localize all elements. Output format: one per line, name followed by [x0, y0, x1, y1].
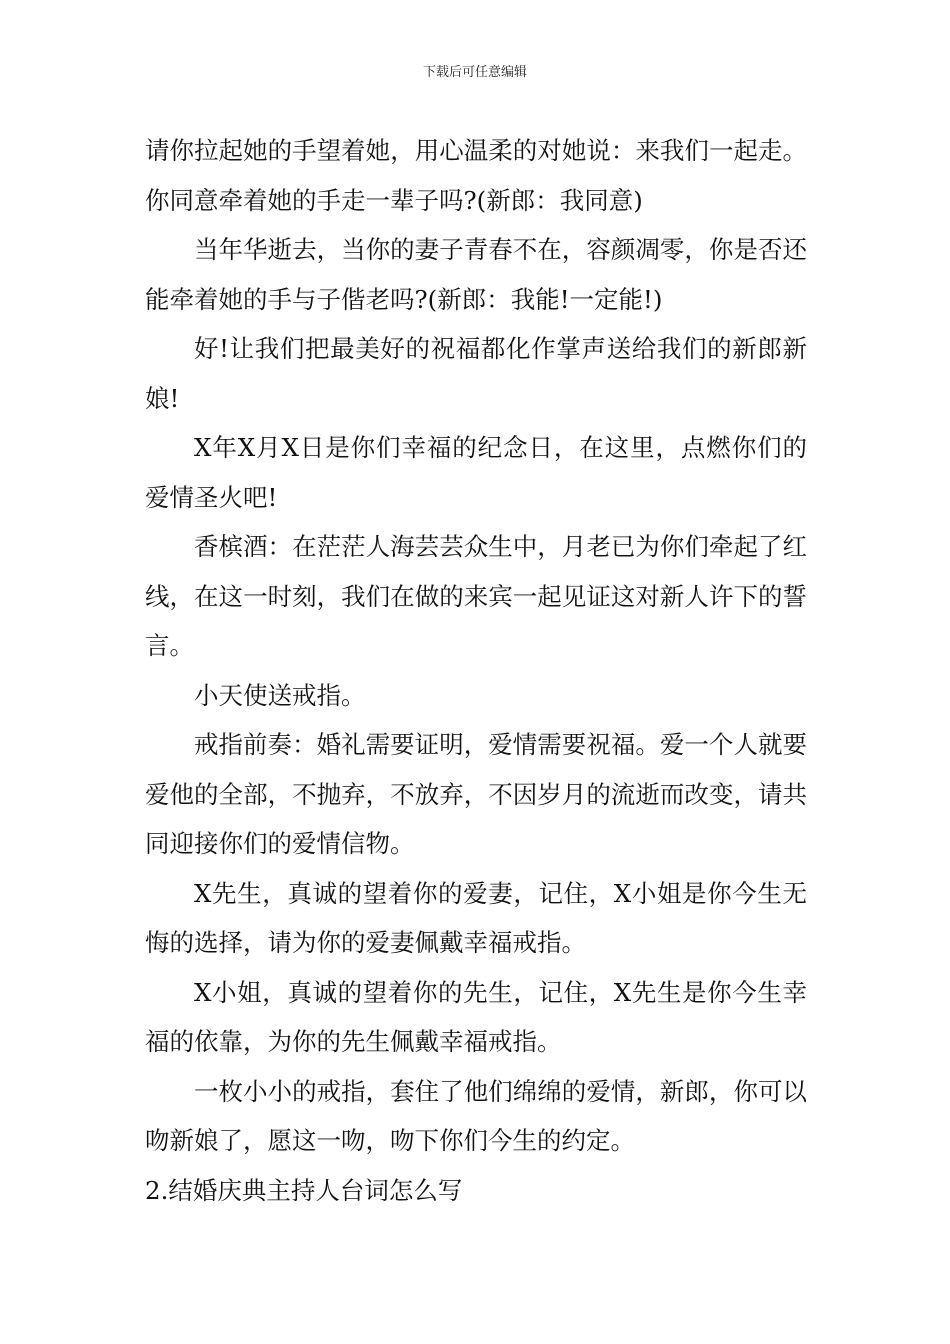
paragraph-6: 小天使送戒指。	[194, 680, 366, 710]
paragraph-5: 香槟酒：在茫茫人海芸芸众生中，月老已为你们牵起了红线，在这一时刻，我们在做的来宾一起见证这对新人许下的誓言。	[145, 532, 807, 660]
paragraph-1: 请你拉起她的手望着她，用心温柔的对她说：来我们一起走。你同意牵着她的手走一辈子吗?(新郎：我同意)	[145, 136, 807, 215]
paragraph-10: 一枚小小的戒指，套住了他们绵绵的爱情，新郎，你可以吻新娘了，愿这一吻，吻下你们今生的约定。	[145, 1076, 807, 1155]
paragraph-3: 好!让我们把最美好的祝福都化作掌声送给我们的新郎新娘!	[145, 334, 807, 413]
paragraph-2: 当年华逝去，当你的妻子青春不在，容颜凋零，你是否还能牵着她的手与子偕老吗?(新郎：我能!一定能!)	[145, 235, 807, 314]
paragraph-7: 戒指前奏：婚礼需要证明，爱情需要祝福。爱一个人就要爱他的全部，不抛弃，不放弃，不因岁月的流逝而改变，请共同迎接你们的爱情信物。	[145, 730, 807, 858]
document-body	[145, 126, 807, 1215]
paragraph-8: X先生，真诚的望着你的爱妻，记住，X小姐是你今生无悔的选择，请为你的爱妻佩戴幸福戒指。	[145, 878, 807, 957]
section-heading: 2.结婚庆典主持人台词怎么写	[145, 1175, 463, 1205]
paragraph-9: X小姐，真诚的望着你的先生，记住，X先生是你今生幸福的依靠，为你的先生佩戴幸福戒指。	[145, 977, 807, 1056]
page-header-note: 下载后可任意编辑	[422, 65, 527, 80]
paragraph-4: X年X月X日是你们幸福的纪念日，在这里，点燃你们的爱情圣火吧!	[145, 433, 807, 512]
